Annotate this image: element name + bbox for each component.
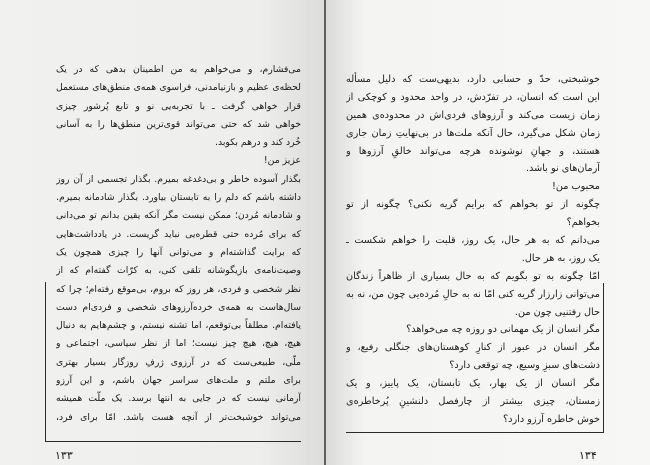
text-line: می‌توانی زارزار گریه کنی امّا نه به حالِ مُرده‌یی چون من، نه به: [346, 288, 600, 300]
text-line: مگر انسان در عبور از کنارِ کوهستان‌های جنگلی رفیع، و: [346, 342, 600, 354]
text-line: چگونه از تو بخواهم که برایم گریه نکنی؟ چگونه از تو: [346, 199, 600, 211]
text-line: مگر انسان از یک بهار، یک تابستان، یک پاییز، و یک: [346, 378, 600, 390]
right-page-text: [346, 71, 600, 429]
text-line: هیچ، هیچ، هیچ چیز نیست؛ اما از نظر سیاسی، اجتماعی و: [56, 338, 301, 350]
scan-border-line: [346, 432, 604, 433]
text-line: نظر شخصی و فردی، هر روز که بروم، بی‌موقع رفته‌ام؛ چرا که: [56, 283, 301, 295]
text-line: خُرد کند و درهم بکوبد.: [215, 137, 301, 149]
scan-border-line: [603, 283, 604, 433]
text-line: ملّی، طبیعی‌ست که در آرزوی ژرفِ روزگار بسیار بهتری: [56, 356, 301, 368]
book-gutter: [324, 0, 326, 465]
text-line: یافته‌ام. مطلقاً بی‌توقعم، اما تشنه نیستم، و چشم‌هایم به دنبال: [56, 320, 301, 332]
text-line: خوشبختی، حدّ و حسابی دارد، بدیهی‌ست که دلیل مسأله: [346, 74, 600, 85]
text-line: می‌فشارم، و می‌خواهم به من اطمینان بدهی که در یک: [56, 64, 301, 75]
text-line: زمستان، چیزی بیشتر از چارفصل دلنشینِ پُرخاطره‌ی: [346, 396, 600, 408]
text-line: می‌دانم که به هر حال، یک روز، قلبت را خواهم شکست ـ: [346, 235, 600, 247]
text-line: بگذار آسوده خاطر و بی‌دغدغه بمیرم. بگذار تجسمی از آن روز: [56, 173, 301, 185]
text-line: زمان شکل می‌گیرد، حال آنکه ملت‌ها در بی‌نهایتِ زمان جاری: [346, 127, 600, 139]
text-line: این است که انسان، در تفرّدش، در واحد محدود و کوچکی از: [346, 91, 600, 103]
text-line: و شادمانه مُردن؛ ممکن نیست مگر آنکه یقین بدانم تو می‌دانی: [56, 210, 301, 222]
page-number: ۱۳۳: [55, 449, 73, 462]
text-line: برای ملتم و ملت‌های سراسر جهان باشم، و این آرزو: [56, 375, 301, 387]
text-line: که برایت گذاشته‌ام و می‌توانی آنها را چیزی همچون یک: [56, 246, 301, 258]
text-line: خوش خاطره آرزو دارد؟: [503, 413, 600, 425]
text-line: داشته باشم که دلم را به تابستان بیاورد. بگذار شادمانه بمیرم.: [56, 192, 301, 204]
scan-border-line: [45, 441, 301, 442]
text-line: که برای مُرده حتی قطره‌یی نباید گریست. در یادداشت‌هایی: [56, 228, 301, 240]
text-line: سال‌هاست به همه‌ی خرده‌آرزوهای شخصی و فردی‌ام دست: [56, 301, 301, 313]
text-line: یک روز، به هر حال.: [521, 252, 600, 264]
left-page-text: [56, 61, 301, 427]
text-line: وصیت‌نامه‌ی بازیگوشانه تلقی کنی، به کرّات گفته‌ام که از: [56, 265, 301, 277]
text-line: می‌تواند خوشبخت‌تر از آنچه هست باشد. امّا برای فرد،: [56, 411, 301, 423]
text-line: لحظه‌ی عظیم و بازنیامدنی، فراسوی همه‌ی منطق‌های مستعمل: [56, 82, 301, 94]
text-line: حال رفتنیی چون من.: [514, 306, 600, 318]
scan-border-line: [45, 282, 46, 442]
salutation: عزیز من!: [263, 155, 301, 167]
text-line: آرمانی نیست که در جایی به انتها برسد. یک ملّت همیشه: [56, 393, 301, 405]
page-number: ۱۳۴: [579, 449, 597, 462]
text-line: آرمان‌های نو باشد.: [525, 163, 600, 175]
text-line: قرار خواهی گرفت ـ با تجربه‌یی نو و تابع پُرشور چیزی: [56, 100, 301, 112]
text-line: امّا چگونه به تو بگویم که به حال بسیاری از ظاهراً زندگان: [346, 270, 600, 282]
salutation: محبوب من!: [551, 181, 600, 193]
text-line: زمان زیست می‌کند و آرزوهای فردی‌اش در محدوده‌ی همین: [346, 109, 600, 121]
text-line: هستند، و جهانِ نوشونده هرچه می‌تواند خالقِ آرزوها و: [346, 145, 600, 157]
text-line: بخواهم؟: [566, 217, 600, 229]
text-line: دشت‌های سبزِ وسیع، چه توقعی دارد؟: [449, 360, 600, 372]
text-line: خواهی شد که حتی می‌تواند قوی‌ترین منطق‌ها را به آسانی: [56, 118, 301, 130]
text-line: مگر انسان از یک مهمانی دو روزه چه می‌خواهد؟: [406, 324, 600, 336]
